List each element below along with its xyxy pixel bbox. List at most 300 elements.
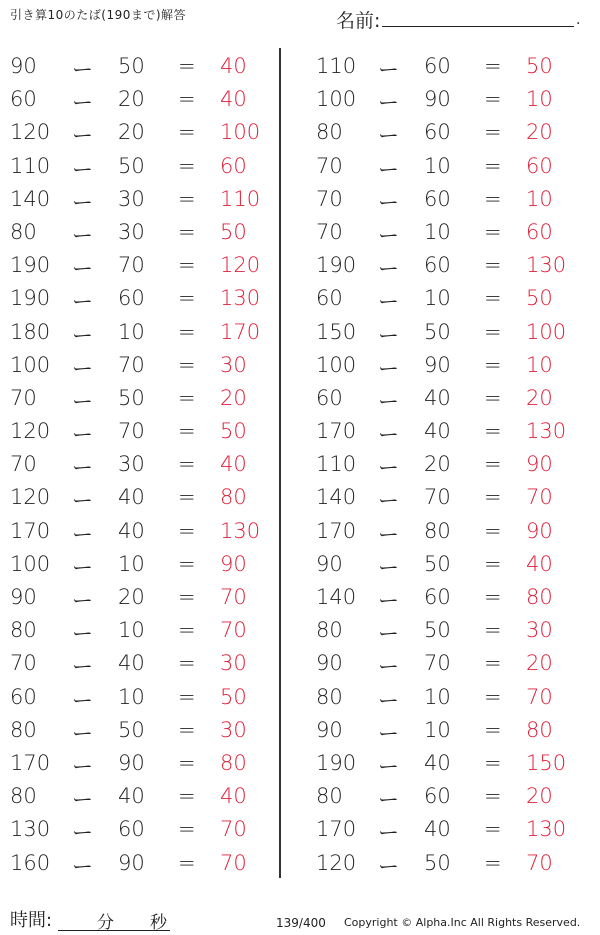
problem-row (0, 515, 290, 548)
equals-sign: = (484, 518, 502, 543)
minus-sign: ー (378, 555, 399, 580)
minus-sign: ー (72, 58, 93, 82)
minuend: 80 (10, 784, 37, 809)
problem-row (0, 847, 290, 880)
subtrahend: 10 (424, 717, 451, 742)
minus-sign: ー (72, 91, 93, 116)
problem-row (0, 216, 290, 249)
answer: 40 (220, 54, 247, 78)
subtrahend: 10 (424, 153, 451, 178)
subtrahend: 10 (118, 684, 145, 709)
problem-row (0, 647, 290, 680)
minus-sign: ー (378, 522, 399, 547)
minuend: 170 (316, 518, 357, 543)
minuend: 60 (316, 385, 343, 410)
minus-sign: ー (378, 257, 399, 282)
problem-row (306, 681, 596, 714)
subtrahend: 20 (424, 452, 451, 477)
minuend: 70 (316, 219, 343, 244)
equals-sign: = (484, 319, 502, 344)
minuend: 80 (10, 618, 37, 643)
subtrahend: 60 (424, 54, 451, 78)
minuend: 70 (316, 186, 343, 211)
subtrahend: 50 (424, 319, 451, 344)
minuend: 60 (10, 87, 37, 112)
problem-row (306, 448, 596, 481)
minutes-label: 分 (97, 913, 114, 933)
minuend: 170 (10, 518, 51, 543)
subtrahend: 10 (118, 319, 145, 344)
answer: 10 (526, 186, 553, 211)
minus-sign: ー (378, 721, 399, 746)
minus-sign: ー (72, 788, 93, 813)
minuend: 120 (10, 120, 51, 145)
answer: 50 (526, 286, 553, 311)
subtrahend: 10 (118, 551, 145, 576)
minuend: 120 (316, 850, 357, 875)
equals-sign: = (178, 186, 196, 211)
name-field-line[interactable] (382, 26, 574, 27)
answer: 60 (526, 219, 553, 244)
minus-sign: ー (72, 821, 93, 846)
minus-sign: ー (378, 190, 399, 215)
minus-sign: ー (72, 655, 93, 680)
equals-sign: = (178, 120, 196, 145)
copyright-text: Copyright © Alpha.Inc All Rights Reserved. (344, 916, 581, 929)
problem-row (0, 581, 290, 614)
answer: 80 (526, 585, 553, 609)
subtrahend: 60 (424, 253, 451, 278)
minuend: 110 (316, 452, 357, 477)
problem-row (306, 747, 596, 780)
minuend: 190 (316, 253, 357, 278)
subtrahend: 30 (118, 219, 145, 244)
answer: 20 (526, 784, 553, 809)
equals-sign: = (484, 253, 502, 278)
answer: 100 (526, 319, 567, 344)
minuend: 90 (316, 551, 343, 576)
answer: 30 (220, 352, 247, 377)
problem-row (0, 316, 290, 349)
problem-row (0, 349, 290, 382)
minuend: 120 (10, 485, 51, 510)
answer: 170 (220, 319, 261, 344)
minus-sign: ー (72, 157, 93, 182)
equals-sign: = (484, 419, 502, 444)
subtrahend: 80 (424, 518, 451, 543)
problem-row (0, 282, 290, 315)
minus-sign: ー (72, 589, 93, 613)
equals-sign: = (484, 651, 502, 676)
answer: 130 (526, 253, 567, 278)
minus-sign: ー (72, 257, 93, 282)
minuend: 70 (316, 153, 343, 178)
minus-sign: ー (72, 622, 93, 647)
minuend: 90 (316, 651, 343, 676)
minuend: 100 (316, 352, 357, 377)
equals-sign: = (484, 850, 502, 875)
subtrahend: 70 (118, 352, 145, 377)
problem-row (306, 415, 596, 448)
equals-sign: = (484, 452, 502, 477)
answer: 70 (220, 618, 247, 643)
minuend: 70 (10, 452, 37, 477)
answer: 40 (220, 452, 247, 477)
problem-row (306, 116, 596, 149)
subtrahend: 50 (118, 153, 145, 178)
equals-sign: = (484, 186, 502, 211)
answer: 80 (220, 485, 247, 510)
answer: 30 (220, 717, 247, 742)
subtrahend: 50 (118, 54, 145, 78)
minuend: 80 (10, 219, 37, 244)
answer: 70 (220, 850, 247, 875)
minus-sign: ー (72, 356, 93, 381)
answer: 20 (526, 651, 553, 676)
equals-sign: = (484, 352, 502, 377)
equals-sign: = (178, 485, 196, 510)
minus-sign: ー (72, 323, 93, 348)
minuend: 130 (10, 817, 51, 842)
subtrahend: 30 (118, 452, 145, 477)
minus-sign: ー (378, 423, 399, 448)
subtrahend: 60 (424, 585, 451, 609)
equals-sign: = (484, 219, 502, 244)
subtrahend: 90 (118, 750, 145, 775)
answer: 70 (220, 817, 247, 842)
equals-sign: = (178, 319, 196, 344)
problem-row (0, 747, 290, 780)
minus-sign: ー (72, 522, 93, 547)
answer: 90 (220, 551, 247, 576)
equals-sign: = (178, 87, 196, 112)
subtrahend: 70 (118, 253, 145, 278)
equals-sign: = (178, 253, 196, 278)
minus-sign: ー (378, 688, 399, 713)
equals-sign: = (178, 352, 196, 377)
minuend: 100 (316, 87, 357, 112)
minus-sign: ー (72, 754, 93, 779)
minuend: 180 (10, 319, 51, 344)
minuend: 100 (10, 352, 51, 377)
subtrahend: 60 (118, 286, 145, 311)
answer: 100 (220, 120, 261, 145)
equals-sign: = (178, 518, 196, 543)
problem-row (0, 681, 290, 714)
answer: 20 (526, 385, 553, 410)
minus-sign: ー (378, 389, 399, 414)
problem-row (306, 50, 596, 83)
minuend: 90 (316, 717, 343, 742)
equals-sign: = (178, 750, 196, 775)
minus-sign: ー (378, 456, 399, 481)
subtrahend: 40 (424, 419, 451, 444)
minus-sign: ー (72, 124, 93, 149)
answer: 40 (526, 551, 553, 576)
equals-sign: = (178, 54, 196, 78)
problem-row (306, 647, 596, 680)
minus-sign: ー (72, 854, 93, 879)
answer: 130 (526, 817, 567, 842)
equals-sign: = (178, 452, 196, 477)
problem-row (306, 714, 596, 747)
minuend: 70 (10, 385, 37, 410)
minuend: 80 (10, 717, 37, 742)
minuend: 80 (316, 684, 343, 709)
problem-row (0, 548, 290, 581)
answer: 70 (526, 485, 553, 510)
problems-right-column (306, 50, 596, 880)
minus-sign: ー (378, 356, 399, 381)
minuend: 90 (10, 585, 37, 609)
minus-sign: ー (378, 223, 399, 248)
minuend: 160 (10, 850, 51, 875)
minus-sign: ー (378, 754, 399, 779)
equals-sign: = (484, 551, 502, 576)
problem-row (306, 614, 596, 647)
subtrahend: 60 (424, 186, 451, 211)
minuend: 170 (316, 817, 357, 842)
answer: 120 (220, 253, 261, 278)
equals-sign: = (178, 585, 196, 609)
answer: 70 (220, 585, 247, 609)
worksheet-title: 引き算10のたば(190まで)解答 (10, 8, 187, 22)
equals-sign: = (178, 850, 196, 875)
answer: 10 (526, 352, 553, 377)
minus-sign: ー (378, 91, 399, 116)
answer: 150 (526, 750, 567, 775)
minus-sign: ー (378, 854, 399, 879)
minus-sign: ー (378, 821, 399, 846)
minuend: 190 (316, 750, 357, 775)
problem-row (0, 150, 290, 183)
answer: 80 (220, 750, 247, 775)
minus-sign: ー (378, 788, 399, 813)
subtrahend: 40 (424, 750, 451, 775)
equals-sign: = (484, 784, 502, 809)
subtrahend: 10 (118, 618, 145, 643)
problem-row (306, 548, 596, 581)
minus-sign: ー (72, 423, 93, 448)
minus-sign: ー (378, 124, 399, 149)
subtrahend: 40 (424, 385, 451, 410)
subtrahend: 50 (424, 850, 451, 875)
minus-sign: ー (378, 323, 399, 348)
subtrahend: 20 (118, 585, 145, 609)
problem-row (0, 183, 290, 216)
minus-sign: ー (378, 489, 399, 514)
equals-sign: = (484, 618, 502, 643)
subtrahend: 30 (118, 186, 145, 211)
subtrahend: 70 (424, 651, 451, 676)
minus-sign: ー (378, 58, 399, 82)
subtrahend: 50 (424, 618, 451, 643)
problem-row (0, 50, 290, 83)
minus-sign: ー (72, 190, 93, 215)
problem-row (0, 714, 290, 747)
subtrahend: 10 (424, 286, 451, 311)
equals-sign: = (178, 784, 196, 809)
subtrahend: 60 (424, 784, 451, 809)
answer: 40 (220, 784, 247, 809)
minuend: 170 (316, 419, 357, 444)
problem-row (0, 481, 290, 514)
subtrahend: 40 (118, 784, 145, 809)
subtrahend: 40 (118, 651, 145, 676)
answer: 130 (220, 286, 261, 311)
subtrahend: 20 (118, 87, 145, 112)
equals-sign: = (178, 219, 196, 244)
subtrahend: 40 (118, 485, 145, 510)
subtrahend: 10 (424, 219, 451, 244)
subtrahend: 10 (424, 684, 451, 709)
problem-row (0, 116, 290, 149)
subtrahend: 50 (118, 717, 145, 742)
problem-row (306, 515, 596, 548)
answer: 90 (526, 518, 553, 543)
minuend: 110 (316, 54, 357, 78)
problem-row (306, 481, 596, 514)
equals-sign: = (178, 817, 196, 842)
problem-row (0, 249, 290, 282)
minuend: 140 (316, 585, 357, 609)
minuend: 60 (10, 684, 37, 709)
answer: 50 (220, 219, 247, 244)
subtrahend: 60 (118, 817, 145, 842)
problem-row (306, 83, 596, 116)
minus-sign: ー (72, 389, 93, 414)
equals-sign: = (178, 419, 196, 444)
problem-row (0, 83, 290, 116)
equals-sign: = (178, 286, 196, 311)
equals-sign: = (178, 651, 196, 676)
problem-row (306, 316, 596, 349)
equals-sign: = (178, 385, 196, 410)
subtrahend: 40 (424, 817, 451, 842)
subtrahend: 60 (424, 120, 451, 145)
answer: 60 (220, 153, 247, 178)
problem-row (0, 415, 290, 448)
problem-row (306, 349, 596, 382)
equals-sign: = (484, 817, 502, 842)
minus-sign: ー (72, 290, 93, 315)
equals-sign: = (178, 684, 196, 709)
answer: 90 (526, 452, 553, 477)
problem-row (306, 847, 596, 880)
equals-sign: = (484, 717, 502, 742)
minuend: 60 (316, 286, 343, 311)
minus-sign: ー (378, 655, 399, 680)
problem-row (0, 448, 290, 481)
problem-row (306, 813, 596, 846)
answer: 30 (220, 651, 247, 676)
problem-row (306, 581, 596, 614)
minuend: 100 (10, 551, 51, 576)
minus-sign: ー (378, 157, 399, 182)
problem-row (306, 150, 596, 183)
answer: 70 (526, 684, 553, 709)
answer: 10 (526, 87, 553, 112)
subtrahend: 90 (424, 352, 451, 377)
equals-sign: = (178, 618, 196, 643)
problem-row (306, 282, 596, 315)
equals-sign: = (178, 153, 196, 178)
time-label: 時間: (10, 910, 53, 931)
subtrahend: 50 (424, 551, 451, 576)
minuend: 150 (316, 319, 357, 344)
answer: 130 (526, 419, 567, 444)
minuend: 190 (10, 286, 51, 311)
minuend: 90 (10, 54, 37, 78)
equals-sign: = (484, 286, 502, 311)
minus-sign: ー (72, 456, 93, 481)
answer: 20 (526, 120, 553, 145)
equals-sign: = (484, 750, 502, 775)
answer: 60 (526, 153, 553, 178)
answer: 80 (526, 717, 553, 742)
problem-row (306, 249, 596, 282)
minus-sign: ー (72, 223, 93, 248)
minuend: 110 (10, 153, 51, 178)
answer: 50 (220, 684, 247, 709)
subtrahend: 40 (118, 518, 145, 543)
subtrahend: 50 (118, 385, 145, 410)
problem-row (306, 216, 596, 249)
minus-sign: ー (72, 555, 93, 580)
problems-left-column (0, 50, 290, 880)
name-label: 名前: (336, 10, 381, 32)
answer: 30 (526, 618, 553, 643)
subtrahend: 90 (118, 850, 145, 875)
equals-sign: = (484, 585, 502, 609)
problem-row (306, 382, 596, 415)
problem-row (306, 183, 596, 216)
answer: 110 (220, 186, 261, 211)
minuend: 80 (316, 120, 343, 145)
answer: 20 (220, 385, 247, 410)
equals-sign: = (178, 717, 196, 742)
problem-row (0, 813, 290, 846)
minus-sign: ー (72, 489, 93, 514)
minus-sign: ー (72, 721, 93, 746)
problem-row (306, 780, 596, 813)
minus-sign: ー (72, 688, 93, 713)
minuend: 120 (10, 419, 51, 444)
subtrahend: 20 (118, 120, 145, 145)
problem-row (0, 780, 290, 813)
answer: 50 (526, 54, 553, 78)
page-number: 139/400 (276, 916, 326, 930)
minuend: 170 (10, 750, 51, 775)
equals-sign: = (484, 120, 502, 145)
minus-sign: ー (378, 589, 399, 613)
subtrahend: 90 (424, 87, 451, 112)
problem-row (0, 614, 290, 647)
answer: 40 (220, 87, 247, 112)
answer: 130 (220, 518, 261, 543)
name-field-end-dot: . (576, 12, 581, 28)
answer: 50 (220, 419, 247, 444)
answer: 70 (526, 850, 553, 875)
minuend: 80 (316, 618, 343, 643)
minuend: 140 (316, 485, 357, 510)
subtrahend: 70 (424, 485, 451, 510)
minuend: 80 (316, 784, 343, 809)
equals-sign: = (484, 153, 502, 178)
equals-sign: = (484, 54, 502, 78)
minus-sign: ー (378, 622, 399, 647)
equals-sign: = (178, 551, 196, 576)
